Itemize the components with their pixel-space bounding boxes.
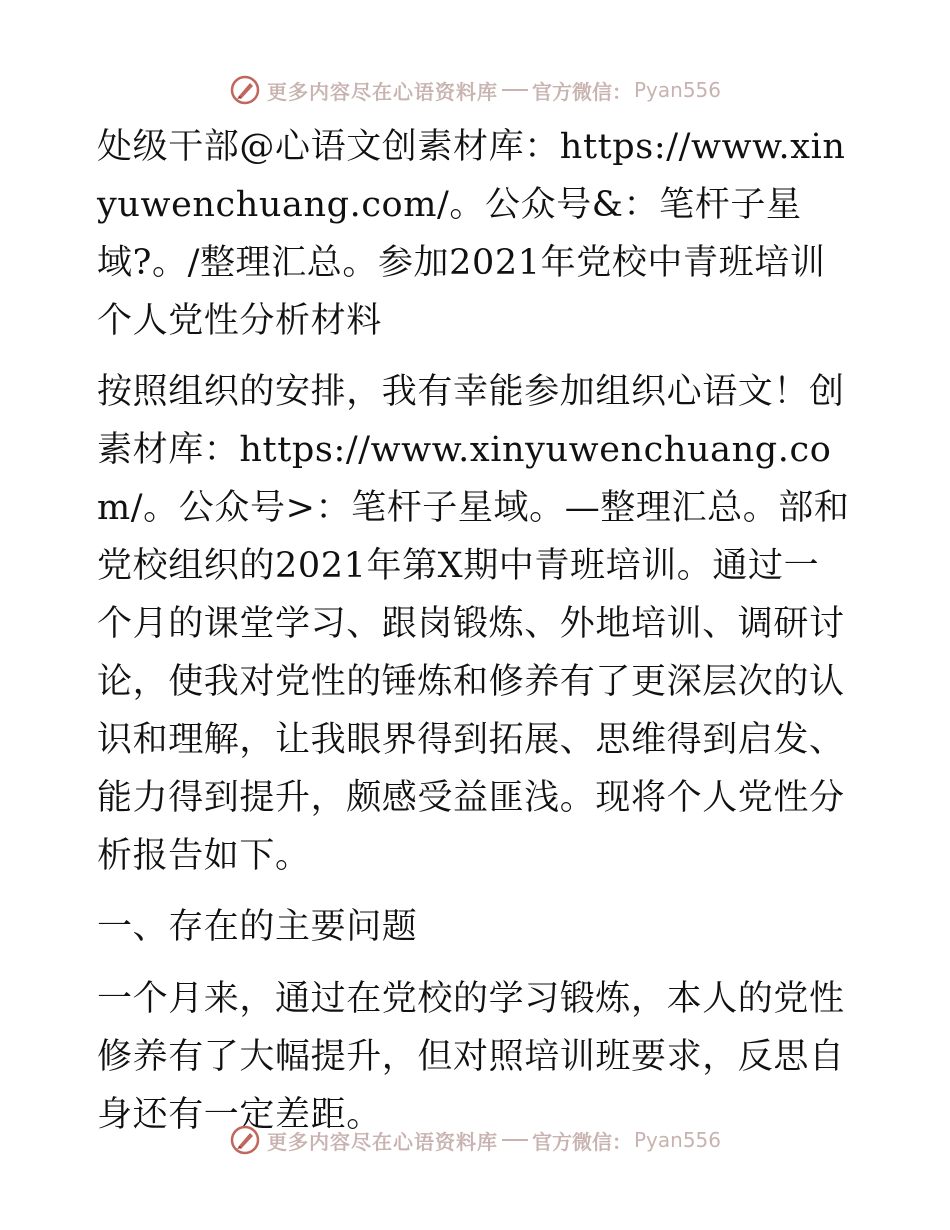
brush-logo-icon (229, 1124, 261, 1156)
paragraph-intro: 按照组织的安排，我有幸能参加组织心语文！创素材库：https://www.xinyuwenchuang.com/。公众号>：笔杆子星域。—整理汇总。部和党校组织的2021年第X期中青班培训。通过一个月的课堂学习、跟岗锻炼、外地培训、调研讨论，使我对党性的锤炼和修养有了更深层次的认识和理解，让我眼界得到拓展、思维得到启发、能力得到提升，颇感受益匪浅。现将个人党性分析报告如下。 (97, 372, 850, 876)
header-watermark (0, 70, 950, 110)
watermark-dash (502, 89, 528, 91)
watermark-wechat-id: Pyan556 (633, 1128, 721, 1152)
paragraph-summary: 一个月来，通过在党校的学习锻炼，本人的党性修养有了大幅提升，但对照培训班要求，反思自身还有一定差距。 (97, 979, 845, 1135)
watermark-main-text: 更多内容尽在心语资料库 (266, 79, 498, 104)
watermark-dash (502, 1139, 528, 1141)
watermark-official-label: 官方微信： (531, 1129, 632, 1154)
footer-watermark (0, 1120, 950, 1160)
watermark-official-label: 官方微信： (531, 79, 632, 104)
watermark-wechat-id: Pyan556 (633, 78, 721, 102)
document-body (97, 118, 852, 1144)
section-heading: 一、存在的主要问题 (97, 907, 418, 947)
brush-logo-icon (229, 74, 261, 106)
watermark-main-text: 更多内容尽在心语资料库 (266, 1129, 498, 1154)
paragraph-title: 处级干部@心语文创素材库：https://www.xinyuwenchuang.com/。公众号&：笔杆子星域?。/整理汇总。参加2021年党校中青班培训个人党性分析材料 (97, 127, 846, 341)
